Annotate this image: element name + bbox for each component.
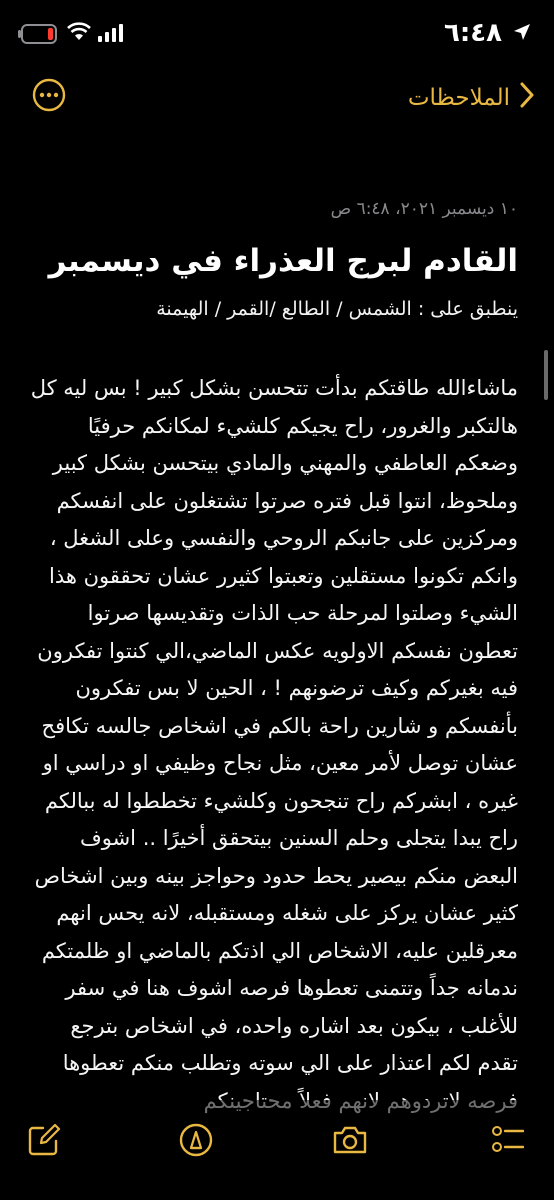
- note-title[interactable]: القادم لبرج العذراء في ديسمبر: [48, 243, 518, 279]
- back-button-label: الملاحظات: [407, 85, 510, 111]
- battery-icon: [18, 24, 58, 48]
- chevron-back-icon: [520, 82, 534, 114]
- status-bar: [0, 0, 554, 64]
- markup-pen-icon[interactable]: [176, 1120, 216, 1160]
- status-time: ٦:٤٨: [443, 18, 502, 48]
- camera-icon[interactable]: [330, 1120, 370, 1160]
- location-arrow-icon: [512, 22, 532, 46]
- ellipsis-circle-icon[interactable]: [32, 78, 66, 112]
- scroll-indicator[interactable]: [544, 350, 548, 400]
- note-body[interactable]: ماشاءالله طاقتكم بدأت تتحسن بشكل كبير ! بس ليه كل هالتكبر والغرور، راح يجيكم كلشيء لمكانكم حرفيًا وضعكم العاطفي والمهني والمادي بيتحسن بشكل كبير وملحوظ، انتوا قبل فتره صرتوا تشتغلون على انفسكم ومركزين على جانبكم الروحي والنفسي وعلى الشغل ، وانكم تكونوا مستقلين وتعبتوا كثيرر عشان تحققون هذا الشيء وصلتوا لمرحلة حب الذات وتقديسها صرتوا تعطون نفسكم الاولويه عكس الماضي،الي كنتوا تفكرون فيه بغيركم وكيف ترضونهم ! ، الحين لا بس تفكرون بأنفسكم و شارين راحة بالكم في اشخاص جالسه تكافح عشان توصل لأمر معين، مثل نجاح وظيفي او دراسي او غيره ، ابشركم راح تنجحون وكلشيء تخططوا له ببالكم راح يبدا يتجلى وحلم السنين بيتحقق أخيرًا .. اشوف البعض منكم بيصير يحط حدود وحواجز بينه وبين اشخاص كثير عشان يركز على شغله ومستقبله، لانه يحس انهم معرقلين عليه، الاشخاص الي اذتكم بالماضي او ظلمتكم ندمانه جداً وتتمنى تعطوها فرصه اشوف هنا في سفر للأغلب ، بيكون بعد اشاره واحده، في اشخاص بترجع تقدم لكم اعتذار على الي سوته وتطلب منكم تعطوها: [30, 376, 518, 1075]
- signal-icon: [98, 24, 124, 46]
- back-button[interactable]: [408, 76, 534, 120]
- compose-icon[interactable]: [24, 1120, 64, 1160]
- nav-bar: [0, 70, 554, 126]
- wifi-icon: [66, 22, 92, 46]
- note-subtitle[interactable]: ينطبق على : الشمس / الطالع /القمر / الهيمنة: [156, 298, 518, 320]
- note-content[interactable]: [30, 196, 518, 1120]
- note-date: ١٠ ديسمبر ٢٠٢١، ٦:٤٨ ص: [330, 199, 518, 219]
- bottom-toolbar: [0, 1100, 554, 1200]
- checklist-icon[interactable]: [488, 1120, 528, 1160]
